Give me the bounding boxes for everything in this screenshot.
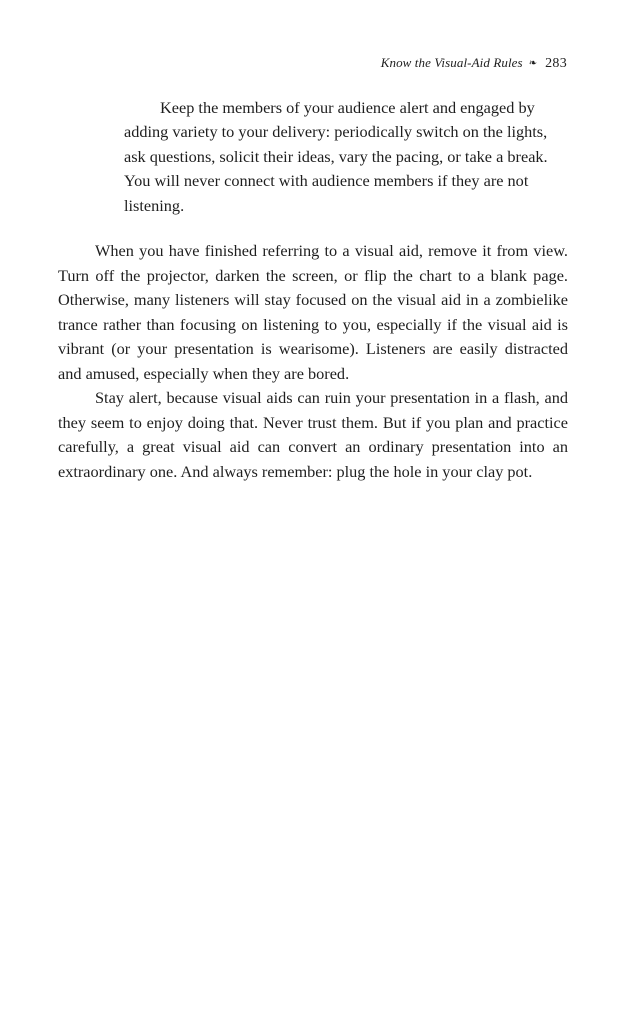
running-head bbox=[381, 54, 567, 74]
page-number: 283 bbox=[545, 56, 567, 71]
running-head-title: Know the Visual-Aid Rules bbox=[380, 55, 523, 70]
fleuron-icon: ❧ bbox=[528, 58, 538, 69]
callout-tip: Keep the members of your audience alert and engaged by adding variety to your delivery: periodically switch on the lights, ask questions, solicit their ideas, vary the pacing, or take a break. You will never connect with audience members if they are not listening. bbox=[124, 98, 548, 215]
body-text bbox=[58, 239, 568, 484]
paragraph: When you have finished referring to a visual aid, remove it from view. Turn off the projector, darken the screen, or flip the chart to a blank page. Otherwise, many listeners will stay focused on the visual aid in a zombielike trance rather than focusing on listening to you, especially if the visual aid is vibrant (or your presentation is wearisome). Listeners are easily distracted and amused, especially when they are bored. bbox=[58, 241, 568, 383]
paragraph: Stay alert, because visual aids can ruin your presentation in a flash, and they seem to enjoy doing that. Never trust them. But if you plan and practice carefully, a great visual aid can convert an ordinary presentation into an extraordinary one. And always remember: plug the hole in your clay pot. bbox=[58, 388, 568, 481]
